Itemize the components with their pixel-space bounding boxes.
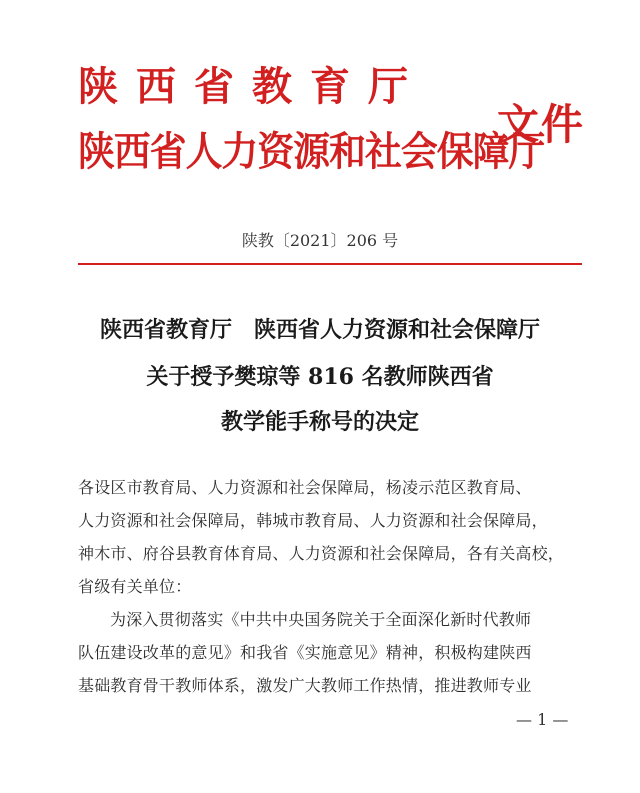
title-issuer-1: 陕西省教育厅 [99,317,232,343]
document-number: 陕教〔2021〕206 号 [241,231,399,250]
title-issuer-2: 陕西省人力资源和社会保障厅 [254,317,541,343]
paragraph-line-3: 基础教育骨干教师体系，激发广大教师工作热情，推进教师专业 [78,676,532,695]
paragraph-line-1: 为深入贯彻落实《中共中央国务院关于全面深化新时代教师 [110,610,532,629]
addressee-line-4: 省级有关单位： [78,577,192,596]
title-line-subject: 关于授予樊琼等 816 名教师陕西省 [146,364,494,390]
paragraph-line-2: 队伍建设改革的意见》和我省《实施意见》精神，积极构建陕西 [78,643,532,662]
addressee-line-2: 人力资源和社会保障局，韩城市教育局、人力资源和社会保障局， [78,511,548,530]
issuer-name-education-dept: 陕西省教育厅 [78,64,426,110]
title-line-decision: 教学能手称号的决定 [220,409,419,435]
header-divider [78,263,582,265]
document-type-label: 文件 [497,100,586,149]
issuer-name-hr-dept: 陕西省人力资源和社会保障厅 [78,129,545,175]
addressee-line-3: 神木市、府谷县教育体育局、人力资源和社会保障局，各有关高校， [78,544,565,563]
addressee-line-1: 各设区市教育局、人力资源和社会保障局，杨凌示范区教育局、 [78,478,532,497]
title-line-issuers [0,313,640,344]
page-number: — 1 — [516,710,569,729]
